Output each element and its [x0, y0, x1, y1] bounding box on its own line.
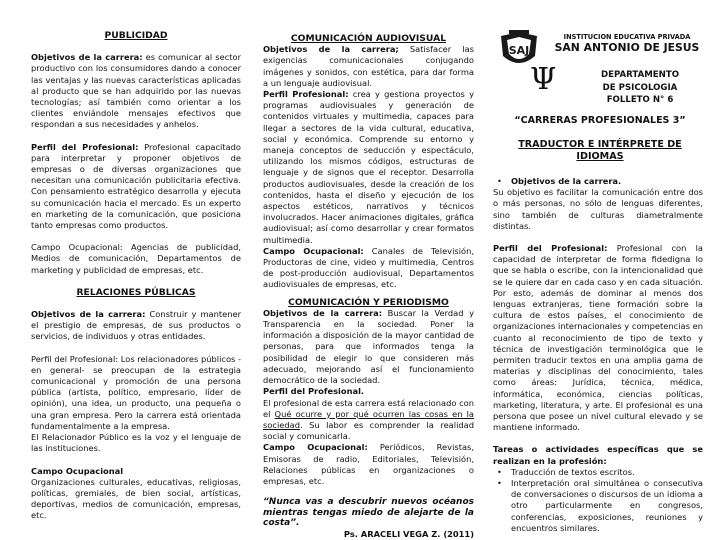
section-title-audiovisual: COMUNICACIÓN AUDIOVISUAL: [290, 33, 447, 44]
institution-type: INSTITUCION EDUCATIVA PRIVADA: [563, 33, 691, 41]
rrpp-campo: Organizaciones culturales, educativas, religiosas, políticas, gremiales, de bien social, artísticas, deportivas, medios de comunicación, empresas, etc.: [31, 476, 241, 521]
rrpp-objectives: Objetivos de la carrera: Construir y mantener el prestigio de empresas, de sus productos o servicios, de individuos y otras entidades.: [31, 309, 241, 342]
signature: Ps. ARACELI VEGA Z. (2011): [343, 528, 474, 539]
section-title-traductor: TRADUCTOR E INTÉRPRETE DE IDIOMAS: [518, 139, 682, 162]
trad-profile: Perfil del Profesional: Profesional con la capacidad de interpretar de forma fidedigna lo que se habla o escribe, con la intencionalidad que se le quiere dar en cada caso y en cada situación. Por esto, además de dominar al menos dos lenguas extranjeras, tiene formación sobre la cultura de estos países, el conocimiento de organizaciones internacionales y competencias en cuanto al reconocimiento de tipo de texto y técnica de investigación terminológica que le permiten traducir textos en una amplia gama de materias y disciplinas del conocimiento, tales como áreas: Jurídica, técnica, médica, informática, económica, ciencias políticas, marketing, literatura, y arte. El profesional es una persona que posee un nivel cultural elevado y se mantiene informado.: [493, 243, 703, 433]
tasks-list: [493, 467, 703, 534]
publicidad-objectives: Objetivos de la carrera: es comunicar al sector productivo con los consumidores dando a conocer las ventajas y las nuevas características aplicadas al producto que se han adquirido por las nuevas tecnologías; así también como orientar a los clientes enviándole mensajes efectivos que respondan a sus necesidades y anhelos.: [31, 52, 241, 130]
list-item: • Traducción de textos escritos.: [493, 467, 703, 478]
quote: “Nunca vas a descubrir nuevos océanos mientras tengas miedo de alejarte de la costa”.: [263, 497, 474, 529]
list-item: • Interpretación oral simultánea o consecutiva de conversaciones o discursos de un idioma a otro particularmente en congresos, conferencias, exposiciones, reuniones y encuentros similares.: [493, 478, 703, 534]
audio-profile: Perfil Profesional: crea y gestiona proyectos y programas audiovisuales y generación de contenidos virtuales y multimedia, capaces para llegar a sectores de la vida cultural, educativa, social y económica. Comprende su entorno y maneja conceptos de seducción y espectáculo, utilizando los mismos códigos, estructuras de lenguaje y de signos que el receptor. Desarrolla productos audiovisuales, desde la creación de los contenidos, hasta el diseño y ejecución de los aspectos estéticos, narrativos y técnicos involucrados. Hacer animaciones digitales, gráfica audiovisual; así como desarrollar y crear formatos multimedia.: [263, 89, 474, 245]
period-campo: Campo Ocupacional: Periódicos, Revistas, Emisoras de radio, Editoriales, Televisión, Relaciones públicas en organizaciones o empresas, etc.: [263, 442, 474, 486]
section-title-periodismo: COMUNICACIÓN Y PERIODISMO: [288, 296, 449, 308]
psi-icon: Ψ: [530, 62, 557, 97]
trad-objectives: Su objetivo es facilitar la comunicación entre dos o más personas, no sólo de lenguas diferentes, sino también de culturas diametralmente distintas.: [493, 187, 703, 231]
publicidad-campo: Campo Ocupacional: Agencias de publicidad, Medios de comunicación, Departamentos de marketing y publicidad de empresas, etc.: [31, 242, 241, 275]
department-block: [580, 69, 700, 107]
trad-objectives-bullet: • Objetivos de la carrera.: [493, 176, 703, 187]
column-left: [31, 30, 241, 522]
audio-campo: Campo Ocupacional: Canales de Televisión, Productoras de cine, video y multimedia, Centros de post-producción audiovisual, Departamentos audiovisuales de empresas, etc.: [263, 245, 474, 290]
rrpp-campo-label: Campo Ocupacional: [31, 465, 124, 476]
period-objectives: Objetivos de la carrera: Buscar la Verdad y Transparencia en la sociedad. Poner la información a disposición de la mayor cantidad de personas, para que informados tenga la posibilidad de elegir lo que consideren más adecuado, mejorando así el funcionamiento democrático de la sociedad.: [263, 307, 474, 386]
dept-line-3: FOLLETO N° 6: [606, 95, 674, 105]
rrpp-profile-2: El Relacionador Público es la voz y el lenguaje de las instituciones.: [31, 432, 241, 454]
section-title-rrpp: RELACIONES PÚBLICAS: [76, 286, 196, 298]
column-middle: [263, 33, 474, 540]
institution-name: SAN ANTONIO DE JESUS: [554, 41, 700, 54]
section-title-publicidad: PUBLICIDAD: [104, 30, 168, 41]
brochure-title: “CARRERAS PROFESIONALES 3”: [514, 115, 686, 126]
publicidad-profile: Perfil del Profesional: Profesional capacitado para interpretar y proponer objetivos de empresas o de diversas organizaciones que necesitan una comunicación publicitaria efectiva. Con pensamiento estratégico desarrolla y ejecuta su comunicación hacia el mercado. Es un experto en marketing de la comunicación, que posiciona tanto empresas como productos.: [31, 141, 241, 231]
rrpp-profile: Perfil del Profesional: Los relacionadores públicos -en general- se preocupan de la estrategia comunicacional y promoción de una persona pública (artista, político, empresario, líder de opinión), una idea, un producto, una pequeña o una gran empresa. Pero la carrera está orientada fundamentalmente a la empresa.: [31, 353, 241, 431]
period-profile: El profesional de esta carrera está relacionado con el Qué ocurre y por qué ocurren las cosas en la sociedad. Su labor es comprender la realidad social y comunicarla.: [263, 397, 474, 442]
dept-line-1: DEPARTAMENTO: [600, 70, 680, 80]
audio-objectives: Objetivos de la carrera; Satisfacer las exigencias comunicacionales conjugando imágenes y sonidos, con estética, para dar forma a un lenguaje audiovisual.: [263, 44, 474, 88]
period-profile-label: Perfil del Profesional.: [263, 386, 365, 397]
dept-line-2: DE PSICOLOGIA: [602, 82, 678, 93]
column-right: [493, 176, 703, 534]
svg-text:SAJ: SAJ: [508, 44, 530, 57]
tasks-title: Tareas o actividades específicas que se realizan en la profesión:: [493, 444, 703, 466]
